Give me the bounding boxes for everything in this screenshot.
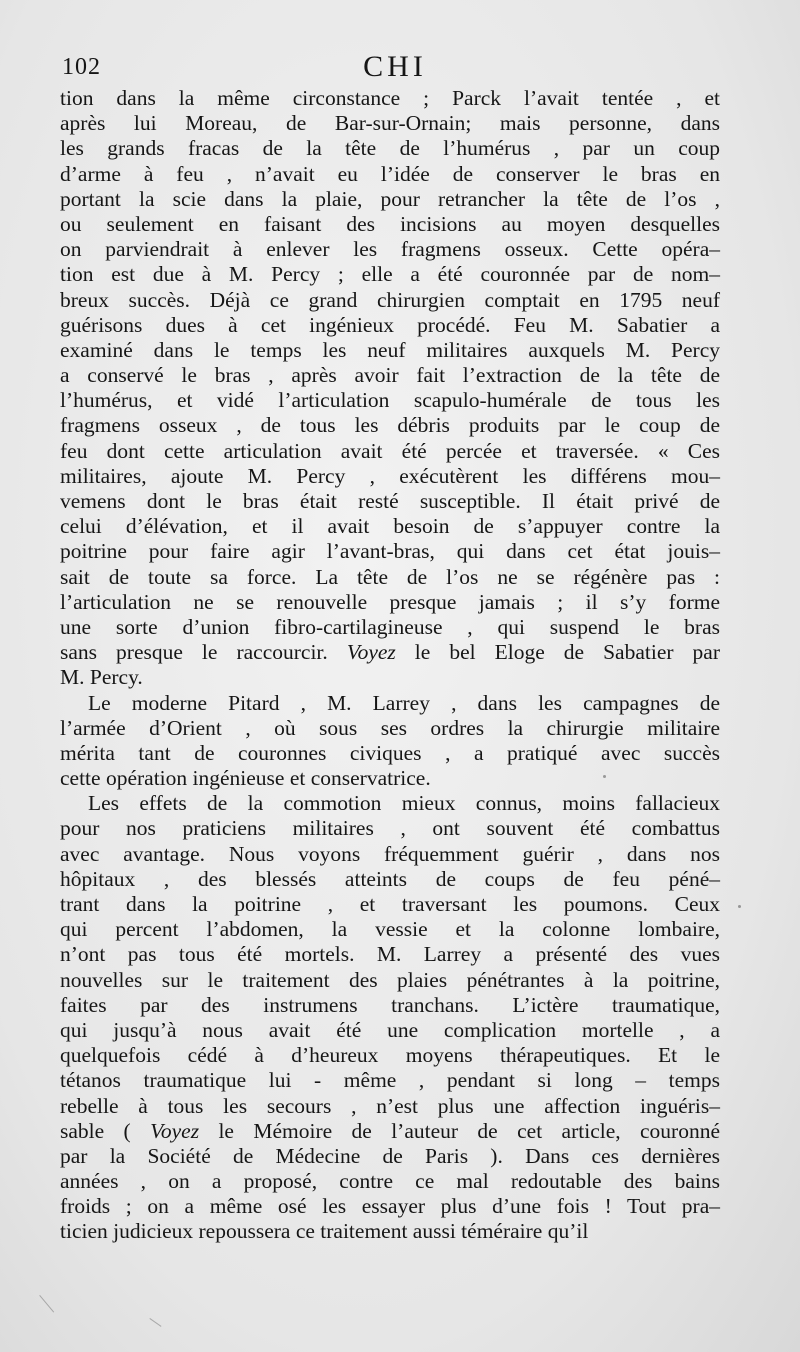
text-line: après lui Moreau, de Bar-sur-Ornain; mais personne, dans [60, 111, 720, 136]
text-line: hôpitaux , des blessés atteints de coups de feu péné– [60, 866, 720, 891]
text-line: froids ; on a même osé les essayer plus d’une fois ! Tout pra– [60, 1194, 720, 1219]
text-line: a conservé le bras , après avoir fait l’extraction de la tête de [60, 363, 720, 388]
paragraph [60, 791, 720, 1244]
text-line: M. Percy. [60, 665, 143, 690]
page-number: 102 [62, 54, 101, 80]
text-line: on parviendrait à enlever les fragmens osseux. Cette opéra– [60, 237, 720, 262]
text-line: Le moderne Pitard , M. Larrey , dans les campagnes de [88, 690, 720, 715]
text-line: tétanos traumatique lui - même , pendant si long – temps [60, 1068, 720, 1093]
text-line: fragmens osseux , de tous les débris produits par le coup de [60, 413, 720, 438]
running-title: CHI [363, 50, 427, 83]
text-line: vemens dont le bras était resté susceptible. Il était privé de [60, 489, 720, 513]
text-line: n’ont pas tous été mortels. M. Larrey a présenté des vues [60, 942, 720, 967]
text-line: par la Société de Médecine de Paris ). Dans ces dernières [60, 1143, 720, 1168]
paper-scratch [149, 1318, 161, 1327]
text-line: qui jusqu’à nous avait été une complication mortelle , a [60, 1017, 720, 1042]
text-line: une sorte d’union fibro-cartilagineuse , qui suspend le bras [60, 614, 720, 639]
text-line: Les effets de la commotion mieux connus, moins fallacieux [88, 791, 720, 816]
text-line: qui percent l’abdomen, la vessie et la colonne lombaire, [60, 917, 720, 942]
text-line: ou seulement en faisant des incisions au moyen desquelles [60, 211, 720, 236]
text-line: sans presque le raccourcir. Voyez le bel Eloge de Sabatier par [60, 640, 721, 665]
text-line: les grands fracas de la tête de l’humérus , par un coup [60, 136, 720, 161]
text-line: pour nos praticiens militaires , ont souvent été combattus [60, 816, 720, 841]
text-line: rebelle à tous les secours , n’est plus une affection inguéris– [60, 1093, 720, 1118]
text-line: examiné dans le temps les neuf militaires auxquels M. Percy [60, 337, 720, 362]
text-line: quelquefois cédé à d’heureux moyens thérapeutiques. Et le [60, 1043, 720, 1068]
text-line: mérita tant de couronnes civiques , a pratiqué avec succès [60, 740, 720, 765]
text-line: poitrine pour faire agir l’avant-bras, qui dans cet état jouis– [60, 539, 720, 564]
body-text [60, 86, 720, 1245]
text-line: celui d’élévation, et il avait besoin de s’appuyer contre la [60, 514, 720, 539]
paragraph [60, 86, 720, 691]
text-line: l’humérus, et vidé l’articulation scapulo-humérale de tous les [60, 388, 720, 413]
text-line: guérisons dues à cet ingénieux procédé. Feu M. Sabatier a [60, 312, 720, 337]
text-line: breux succès. Déjà ce grand chirurgien comptait en 1795 neuf [60, 287, 720, 312]
text-line: sait de toute sa force. La tête de l’os ne se régénère pas : [60, 564, 720, 589]
text-line: sable ( Voyez le Mémoire de l’auteur de cet article, couronné [60, 1118, 720, 1143]
text-line: tion est due à M. Percy ; elle a été couronnée par de nom– [60, 262, 720, 287]
text-line: l’armée d’Orient , où sous ses ordres la chirurgie militaire [60, 715, 720, 740]
paper-scratch [39, 1295, 54, 1312]
page-header [60, 50, 730, 86]
text-line: années , on a proposé, contre ce mal redoutable des bains [60, 1169, 720, 1194]
text-line: avec avantage. Nous voyons fréquemment guérir , dans nos [60, 841, 720, 866]
text-line: trant dans la poitrine , et traversant les poumons. Ceux [60, 892, 720, 916]
text-line: faites par des instrumens tranchans. L’ictère traumatique, [60, 992, 720, 1017]
text-line: militaires, ajoute M. Percy , exécutèrent les différens mou– [60, 463, 720, 488]
text-line: portant la scie dans la plaie, pour retrancher la tête de l’os , [60, 186, 720, 211]
ink-speck [603, 775, 606, 778]
paragraph [60, 691, 720, 792]
text-line: ticien judicieux repoussera ce traitement aussi téméraire qu’il [60, 1219, 589, 1244]
text-line: l’articulation ne se renouvelle presque jamais ; il s’y forme [60, 589, 720, 614]
text-line: d’arme à feu , n’avait eu l’idée de conserver le bras en [60, 161, 720, 186]
ink-speck [738, 905, 741, 908]
text-line: cette opération ingénieuse et conservatrice. [60, 766, 431, 791]
text-line: nouvelles sur le traitement des plaies pénétrantes à la poitrine, [60, 967, 720, 992]
text-line: tion dans la même circonstance ; Parck l’avait tentée , et [60, 86, 720, 110]
text-line: feu dont cette articulation avait été percée et traversée. « Ces [60, 438, 720, 463]
